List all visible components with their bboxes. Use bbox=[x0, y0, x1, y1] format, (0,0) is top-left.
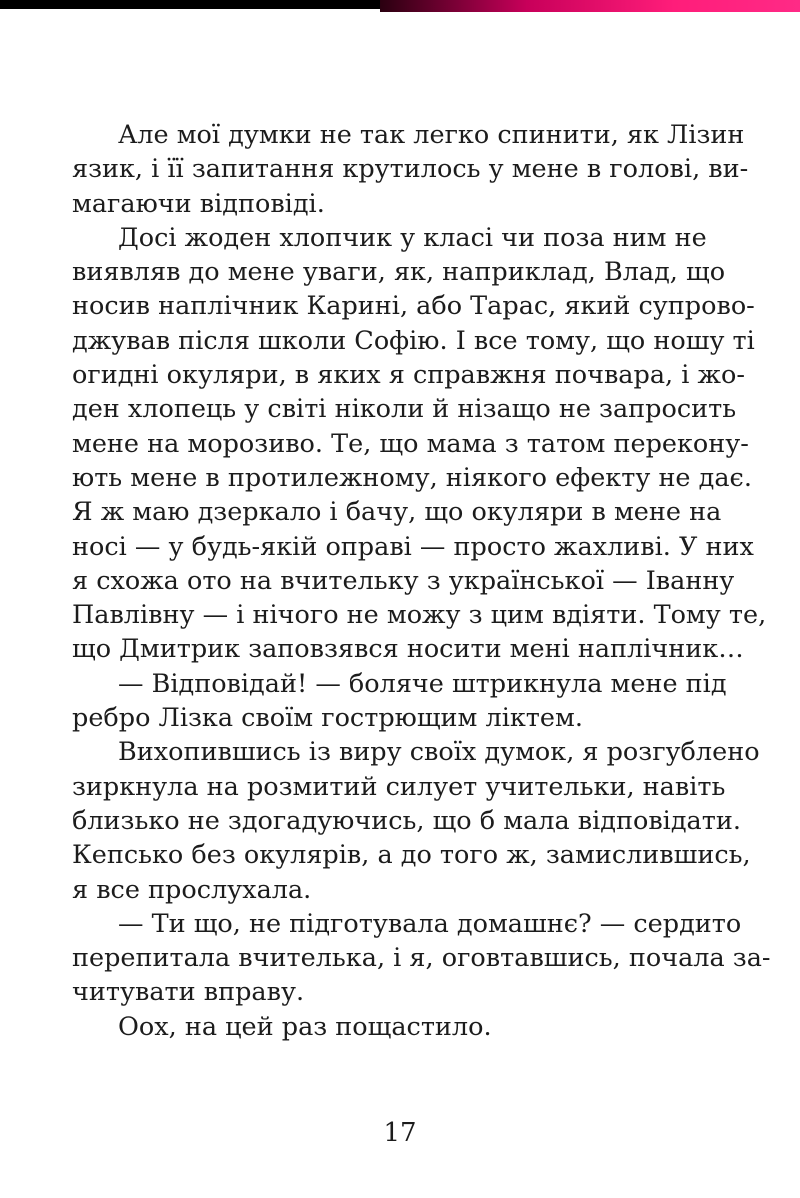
text-line: читувати вправу. bbox=[72, 977, 305, 1008]
text-line: Кепсько без окулярів, а до того ж, замислившись, bbox=[72, 840, 751, 871]
text-line: ють мене в протилежному, ніякого ефекту не дає. bbox=[72, 462, 752, 493]
text-line: Але мої думки не так легко спинити, як Лізин bbox=[118, 120, 745, 150]
text-line: виявляв до мене уваги, як, наприклад, Влад, що bbox=[72, 257, 726, 288]
page-number: 17 bbox=[383, 1118, 417, 1148]
text-line: я все прослухала. bbox=[72, 874, 312, 905]
text-line: — Ти що, не підготувала домашнє? — сердито bbox=[118, 908, 742, 939]
text-line: носі — у будь-якій оправі — просто жахливі. У них bbox=[72, 531, 754, 562]
text-line: язик, і її запитання крутилось у мене в голові, ви- bbox=[72, 154, 749, 185]
text-line: Павлівну — і нічого не можу з цим вдіяти. Тому те, bbox=[72, 600, 767, 631]
text-line: перепитала вчителька, і я, оговтавшись, почала за- bbox=[72, 943, 771, 974]
text-line: що Дмитрик заповзявся носити мені наплічник… bbox=[72, 634, 744, 665]
text-line: Я ж маю дзеркало і бачу, що окуляри в мене на bbox=[72, 497, 722, 528]
text-line: ден хлопець у світі ніколи й нізащо не запросить bbox=[72, 394, 737, 425]
text-line: ребро Лізка своїм гострющим ліктем. bbox=[72, 703, 583, 734]
body-text bbox=[72, 118, 771, 1044]
text-line: Вихопившись із виру своїх думок, я розгублено bbox=[118, 737, 760, 768]
text-line: мене на морозиво. Те, що мама з татом перекону- bbox=[72, 428, 749, 459]
text-line: близько не здогадуючись, що б мала відповідати. bbox=[72, 805, 741, 836]
text-line: джував після школи Софію. І все тому, що ношу ті bbox=[72, 325, 755, 356]
text-line: зиркнула на розмитий силует учительки, навіть bbox=[72, 771, 726, 802]
text-line: Оох, на цей раз пощастило. bbox=[118, 1011, 492, 1042]
text-line: носив наплічник Карині, або Тарас, який супрово- bbox=[72, 291, 755, 322]
text-line: магаючи відповіді. bbox=[72, 188, 325, 219]
text-line: я схожа ото на вчительку з української — Іванну bbox=[72, 565, 735, 596]
top-edge-pink-accent bbox=[380, 0, 800, 12]
text-line: огидні окуляри, в яких я справжня почвара, і жо- bbox=[72, 360, 745, 391]
text-line: Досі жоден хлопчик у класі чи поза ним не bbox=[118, 222, 707, 253]
text-line: — Відповідай! — боляче штрикнула мене під bbox=[118, 668, 727, 699]
